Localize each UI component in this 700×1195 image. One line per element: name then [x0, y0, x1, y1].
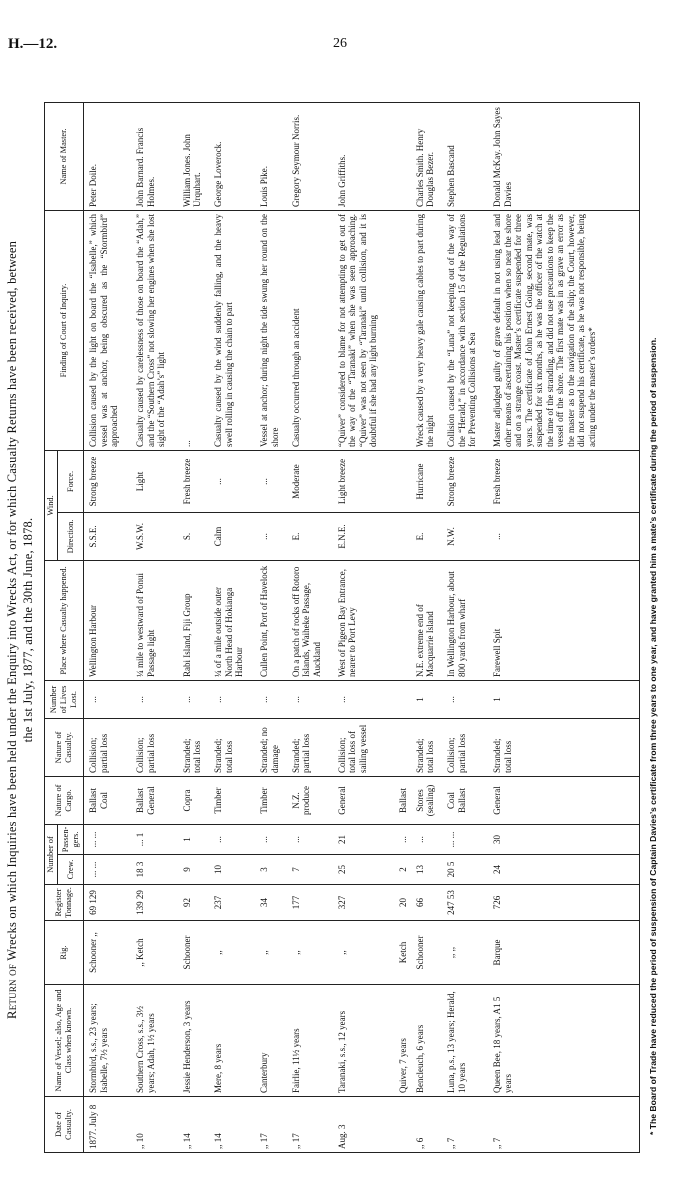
- col-wind: Wind.: [45, 450, 58, 560]
- tonnage-cell: 92: [181, 885, 213, 921]
- cargo-cell: Ballast Coal: [84, 776, 135, 824]
- tonnage-cell: 139 29: [134, 885, 180, 921]
- crew-cell: 25: [336, 855, 397, 885]
- master-cell: Louis Pike.: [258, 102, 290, 210]
- casualty-cell: Stranded; total loss: [212, 718, 258, 776]
- col-date: Date of Casualty.: [45, 1097, 84, 1153]
- rotated-page-content: [0, 65, 690, 1195]
- master-cell: Gregory Seymour Norris.: [290, 102, 336, 210]
- passengers-cell: 1: [181, 824, 213, 854]
- vessel-cell: Mere, 8 years: [212, 985, 258, 1097]
- col-casualty: Nature of Casualty.: [45, 718, 84, 776]
- table-row: [134, 102, 180, 1152]
- direction-cell: E.: [290, 512, 336, 560]
- col-rig: Rig.: [45, 921, 84, 985]
- crew-cell: 20 5: [445, 855, 491, 885]
- date-cell: Aug. 3: [336, 1097, 397, 1153]
- direction-cell: W.S.W.: [134, 512, 180, 560]
- footnote: * The Board of Trade have reduced the period of suspension of Captain Davies’s certificate from three years to one year, and have granted him a mate’s certificate during the period of suspension.: [648, 337, 658, 1135]
- finding-cell: Casualty caused by carelessness of those on board the “Adah,” and the “Southern Cross” not slowing her engines when she lost sight of the “Adah’s” light: [134, 210, 180, 450]
- finding-cell: ...: [181, 210, 213, 450]
- passengers-cell: ...: [397, 824, 414, 854]
- page-number: 26: [333, 36, 347, 51]
- crew-cell: 13: [414, 855, 446, 885]
- rig-cell: ,,: [258, 921, 290, 985]
- date-cell: 1877. July 8: [84, 1097, 135, 1153]
- crew-cell: 18 3: [134, 855, 180, 885]
- master-cell: John Barnard. Francis Holmes.: [134, 102, 180, 210]
- force-cell: ...: [212, 450, 258, 512]
- crew-cell: 3: [258, 855, 290, 885]
- force-cell: Strong breeze: [445, 450, 491, 512]
- table-row: [84, 102, 135, 1152]
- master-cell: William Jones. John Urquhart.: [181, 102, 213, 210]
- place-cell: [397, 560, 414, 680]
- lives-lost-cell: 1: [414, 680, 446, 718]
- cargo-cell: Timber: [258, 776, 290, 824]
- lives-lost-cell: [397, 680, 414, 718]
- lives-lost-cell: ...: [336, 680, 397, 718]
- cargo-cell: Stores (sealing): [414, 776, 446, 824]
- table-caption: [4, 120, 36, 1140]
- caption-line2: the 1st July, 1877, and the 30th June, 1878.: [21, 517, 35, 743]
- casualty-cell: Stranded; partial loss: [290, 718, 336, 776]
- crew-cell: 7: [290, 855, 336, 885]
- place-cell: Cullen Point, Port of Havelock: [258, 560, 290, 680]
- col-finding: Finding of Court of Inquiry.: [45, 210, 84, 450]
- rig-cell: Barque: [491, 921, 639, 985]
- crew-cell: 9: [181, 855, 213, 885]
- place-cell: On a patch of rocks off Rotoro Islands, Waiheke Passage, Auckland: [290, 560, 336, 680]
- vessel-cell: Fairlie, 11½ years: [290, 985, 336, 1097]
- place-cell: Rabi Island, Fiji Group: [181, 560, 213, 680]
- tonnage-cell: 177: [290, 885, 336, 921]
- table-row: [336, 102, 397, 1152]
- rig-cell: ,,: [290, 921, 336, 985]
- master-cell: Stephen Bascand: [445, 102, 491, 210]
- force-cell: [397, 450, 414, 512]
- force-cell: Fresh breeze: [491, 450, 639, 512]
- col-vessel: Name of Vessel; also, Age and Class when known.: [45, 985, 84, 1097]
- place-cell: Farewell Spit: [491, 560, 639, 680]
- date-cell: ,, 7: [491, 1097, 639, 1153]
- col-crew: Crew.: [58, 855, 84, 885]
- casualty-cell: Stranded; no damage: [258, 718, 290, 776]
- vessel-cell: Queen Bee, 18 years, A1 5 years: [491, 985, 639, 1097]
- finding-cell: Collision caused by the “Luna” not keeping out of the way of the “Herald,” in accordance with section 15 of the Regulations for Preventing Collisions at Sea: [445, 210, 491, 450]
- direction-cell: N.W.: [445, 512, 491, 560]
- date-cell: ,, 7: [445, 1097, 491, 1153]
- finding-cell: Casualty occurred through an accident: [290, 210, 336, 450]
- cargo-cell: Copra: [181, 776, 213, 824]
- finding-cell: Master adjudged guilty of grave default in not using lead and other means of ascertaining his position when so near the shore and on a strange coast. Master’s certificate suspended for three years. The certificate of John Ernest Going, second mate, was suspended for six months, as he was the officer of the watch at the time of the stranding, and did not use precautions to keep the vessel off the shore. The first mate was in as grave an error as the master as to the navigation of the ship; the Court, however, did not suspend his certificate, as he was not responsible, being acting under the master’s orders*: [491, 210, 639, 450]
- vessel-cell: Bencleuch, 6 years: [414, 985, 446, 1097]
- direction-cell: E.N.E.: [336, 512, 397, 560]
- lives-lost-cell: ...: [134, 680, 180, 718]
- tonnage-cell: 327: [336, 885, 397, 921]
- rig-cell: Schooner ,,: [84, 921, 135, 985]
- cargo-cell: Timber: [212, 776, 258, 824]
- col-place: Place where Casualty happened.: [45, 560, 84, 680]
- table-row: [290, 102, 336, 1152]
- rig-cell: Ketch: [397, 921, 414, 985]
- direction-cell: S.S.E.: [84, 512, 135, 560]
- cargo-cell: Ballast: [397, 776, 414, 824]
- rig-cell: ,,: [212, 921, 258, 985]
- table-row: [491, 102, 639, 1152]
- crew-cell: 2: [397, 855, 414, 885]
- passengers-cell: ... ...: [445, 824, 491, 854]
- place-cell: ¼ of a mile outside outer North Head of Hokianga Harbour: [212, 560, 258, 680]
- cargo-cell: General: [491, 776, 639, 824]
- place-cell: ¼ mile to westward of Ponui Passage light: [134, 560, 180, 680]
- passengers-cell: 30: [491, 824, 639, 854]
- tonnage-cell: 237: [212, 885, 258, 921]
- force-cell: Hurricane: [414, 450, 446, 512]
- col-lives-lost: Number of Lives Lost.: [45, 680, 84, 718]
- table-row: [258, 102, 290, 1152]
- tonnage-cell: 34: [258, 885, 290, 921]
- casualty-cell: Stranded; total loss: [414, 718, 446, 776]
- direction-cell: S.: [181, 512, 213, 560]
- passengers-cell: ...: [258, 824, 290, 854]
- passengers-cell: ...: [212, 824, 258, 854]
- document-code: H.—12.: [8, 36, 58, 52]
- master-cell: Donald McKay. John Sayes Davies: [491, 102, 639, 210]
- lives-lost-cell: ...: [445, 680, 491, 718]
- passengers-cell: ... ...: [84, 824, 135, 854]
- direction-cell: ...: [491, 512, 639, 560]
- cargo-cell: N.Z. produce: [290, 776, 336, 824]
- force-cell: Fresh breeze: [181, 450, 213, 512]
- master-cell: George Loverock.: [212, 102, 258, 210]
- date-cell: ,, 10: [134, 1097, 180, 1153]
- cargo-cell: Ballast General: [134, 776, 180, 824]
- table-row: [414, 102, 446, 1152]
- force-cell: Light breeze: [336, 450, 397, 512]
- caption-line1: Wrecks on which Inquiries have been held under the Enquiry into Wrecks Act, or for which Casualty Returns have been received, between: [5, 240, 19, 964]
- place-cell: Wellington Harbour: [84, 560, 135, 680]
- crew-cell: 24: [491, 855, 639, 885]
- lives-lost-cell: ...: [84, 680, 135, 718]
- direction-cell: Calm: [212, 512, 258, 560]
- col-master: Name of Master.: [45, 102, 84, 210]
- lives-lost-cell: ...: [290, 680, 336, 718]
- finding-cell: Casualty caused by the wind suddenly falling, and the heavy swell rolling in causing the chain to part: [212, 210, 258, 450]
- force-cell: Light: [134, 450, 180, 512]
- casualty-cell: Collision; total loss of sailing vessel: [336, 718, 397, 776]
- force-cell: Moderate: [290, 450, 336, 512]
- rig-cell: ,,: [336, 921, 397, 985]
- lives-lost-cell: 1: [491, 680, 639, 718]
- master-cell: Charles Smith. Henry Douglas Bezer.: [414, 102, 446, 210]
- passengers-cell: ... 1: [134, 824, 180, 854]
- casualty-cell: [397, 718, 414, 776]
- table-row: [181, 102, 213, 1152]
- crew-cell: 10: [212, 855, 258, 885]
- lives-lost-cell: ...: [212, 680, 258, 718]
- tonnage-cell: 726: [491, 885, 639, 921]
- wreck-returns-table: [44, 102, 640, 1153]
- tonnage-cell: 66: [414, 885, 446, 921]
- passengers-cell: ...: [290, 824, 336, 854]
- cargo-cell: General: [336, 776, 397, 824]
- passengers-cell: 21: [336, 824, 397, 854]
- master-cell: John Griffiths.: [336, 102, 397, 210]
- force-cell: Strong breeze: [84, 450, 135, 512]
- casualty-cell: Collision; partial loss: [445, 718, 491, 776]
- caption-lead: Return of: [4, 963, 19, 1020]
- date-cell: ,, 17: [290, 1097, 336, 1153]
- passengers-cell: ...: [414, 824, 446, 854]
- tonnage-cell: 247 53: [445, 885, 491, 921]
- finding-cell: [397, 210, 414, 450]
- finding-cell: Collision caused by the light on board the “Isabelle,” which vessel was at anchor, being obscured as the “Stormbird” approached: [84, 210, 135, 450]
- rig-cell: Schooner: [181, 921, 213, 985]
- col-force: Force.: [58, 450, 84, 512]
- col-passengers: Passen-gers.: [58, 824, 84, 854]
- place-cell: West of Pigeon Bay Entrance, nearer to Port Levy: [336, 560, 397, 680]
- vessel-cell: Taranaki, s.s., 12 years: [336, 985, 397, 1097]
- date-cell: ,, 17: [258, 1097, 290, 1153]
- date-cell: ,, 14: [181, 1097, 213, 1153]
- force-cell: ...: [258, 450, 290, 512]
- casualty-cell: Stranded; total loss: [181, 718, 213, 776]
- finding-cell: “Quiver” considered to blame for not attempting to get out of the way of the “Taranaki” when she was seen approaching. “Quiver” was not seen by “Taranaki” until collision, and it is doubtful if she had any light burning: [336, 210, 397, 450]
- casualty-cell: Stranded; total loss: [491, 718, 639, 776]
- finding-cell: Wreck caused by a very heavy gale causing cables to part during the night: [414, 210, 446, 450]
- vessel-cell: Luna, p.s., 13 years; Herald, 10 years: [445, 985, 491, 1097]
- vessel-cell: Canterbury: [258, 985, 290, 1097]
- crew-cell: ... ...: [84, 855, 135, 885]
- col-tonnage: Register Tonnage.: [45, 885, 84, 921]
- vessel-cell: Quiver, 7 years: [397, 985, 414, 1097]
- master-cell: Peter Doile.: [84, 102, 135, 210]
- table-row: [445, 102, 491, 1152]
- master-cell: [397, 102, 414, 210]
- date-cell: [397, 1097, 414, 1153]
- tonnage-cell: 20: [397, 885, 414, 921]
- place-cell: In Wellington Harbour, about 800 yards from wharf: [445, 560, 491, 680]
- col-cargo: Nature of Cargo.: [45, 776, 84, 824]
- finding-cell: Vessel at anchor; during night the tide swung her round on the shore: [258, 210, 290, 450]
- table-row: [212, 102, 258, 1152]
- col-direction: Direction.: [58, 512, 84, 560]
- col-number-of: Number of: [45, 824, 58, 884]
- table-row: [397, 102, 414, 1152]
- table-body: [84, 102, 640, 1152]
- casualty-cell: Collision; partial loss: [84, 718, 135, 776]
- vessel-cell: Southern Cross, s.s., 3½ years; Adah, 1½ years: [134, 985, 180, 1097]
- direction-cell: ...: [258, 512, 290, 560]
- date-cell: ,, 6: [414, 1097, 446, 1153]
- lives-lost-cell: ...: [181, 680, 213, 718]
- rig-cell: Schooner: [414, 921, 446, 985]
- lives-lost-cell: ...: [258, 680, 290, 718]
- rig-cell: ,, ,,: [445, 921, 491, 985]
- place-cell: N.E. extreme end of Macquarrie Island: [414, 560, 446, 680]
- casualty-cell: Collision; partial loss: [134, 718, 180, 776]
- direction-cell: [397, 512, 414, 560]
- rig-cell: ,, Ketch: [134, 921, 180, 985]
- vessel-cell: Stormbird, s.s., 23 years; Isabelle, 7½ years: [84, 985, 135, 1097]
- vessel-cell: Jessie Henderson, 3 years: [181, 985, 213, 1097]
- direction-cell: E.: [414, 512, 446, 560]
- date-cell: ,, 14: [212, 1097, 258, 1153]
- cargo-cell: Coal Ballast: [445, 776, 491, 824]
- tonnage-cell: 69 129: [84, 885, 135, 921]
